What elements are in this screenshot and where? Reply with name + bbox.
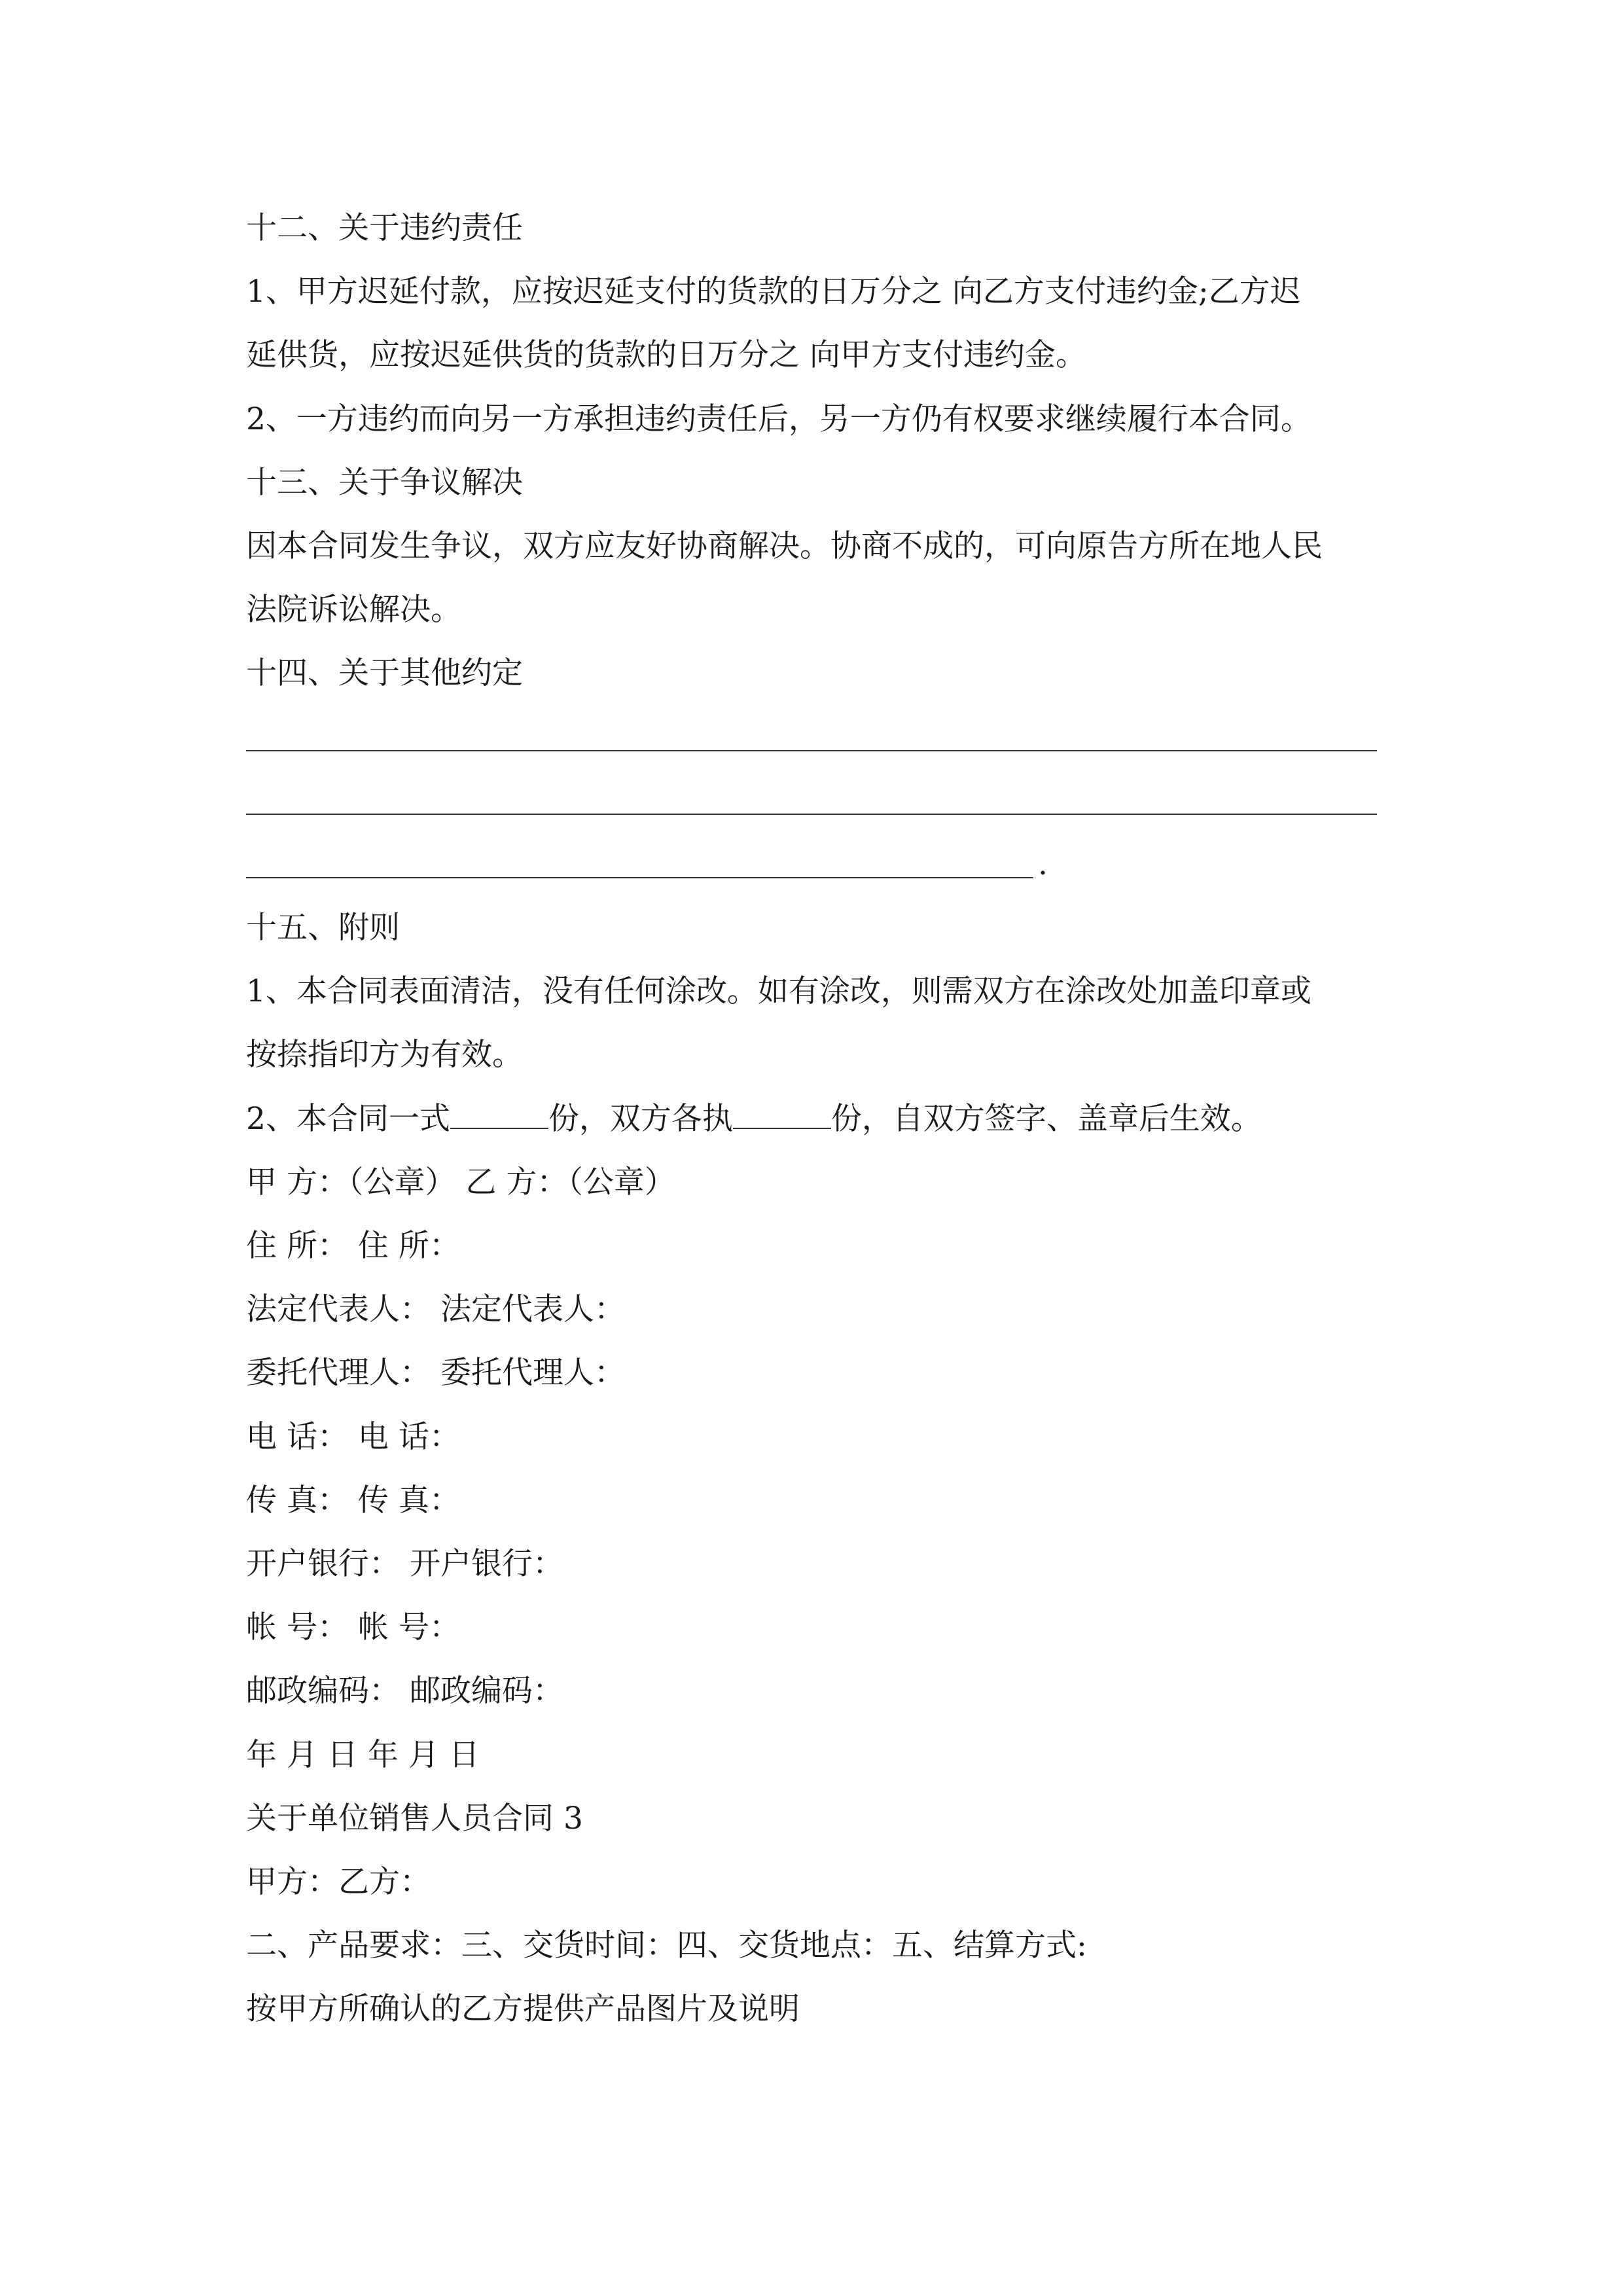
copies-text-3: 份，自双方签字、盖章后生效。 <box>830 1100 1262 1137</box>
contract-3-description: 按甲方所确认的乙方提供产品图片及说明 <box>246 1991 800 2028</box>
fill-in-rule <box>246 814 1377 815</box>
signature-address: 住 所： 住 所： <box>246 1228 460 1264</box>
contract-3-parties: 甲方：乙方： <box>246 1863 431 1900</box>
fill-in-rule <box>246 877 1033 878</box>
copies-text-2: 份，双方各执 <box>548 1100 733 1137</box>
signature-party: 甲 方：（公章） 乙 方：（公章） <box>246 1164 675 1200</box>
signature-account: 帐 号： 帐 号： <box>246 1609 460 1646</box>
document-page <box>246 196 1377 2041</box>
blank-line-1 <box>246 706 1377 769</box>
section-15-item-1-line-2: 按捺指印方为有效。 <box>246 1037 523 1073</box>
section-13-line-2: 法院诉讼解决。 <box>246 592 461 628</box>
signature-date: 年 月 日 年 月 日 <box>246 1736 480 1773</box>
section-13-line-1: 因本合同发生争议，双方应友好协商解决。协商不成的，可向原告方所在地人民 <box>246 528 1323 564</box>
blank-line-2 <box>246 769 1377 833</box>
section-15-heading: 十五、附则 <box>246 910 400 946</box>
section-13-heading: 十三、关于争议解决 <box>246 464 523 501</box>
fill-in-rule <box>246 750 1377 751</box>
copies-text-1: 2、本合同一式 <box>246 1100 450 1137</box>
signature-phone: 电 话： 电 话： <box>246 1418 460 1455</box>
section-12-item-1-line-1: 1、甲方迟延付款，应按迟延支付的货款的日万分之 向乙方支付违约金;乙方迟 <box>246 274 1301 310</box>
contract-3-terms: 二、产品要求：三、交货时间：四、交货地点：五、结算方式: <box>246 1928 1087 1964</box>
section-12-item-1-line-2: 延供货，应按迟延供货的货款的日万分之 向甲方支付违约金。 <box>246 337 1086 374</box>
section-14-heading: 十四、关于其他约定 <box>246 655 523 692</box>
blank-line-end-mark: . <box>1038 846 1048 882</box>
section-12-item-2: 2、一方违约而向另一方承担违约责任后，另一方仍有权要求继续履行本合同。 <box>246 401 1311 437</box>
section-12-heading: 十二、关于违约责任 <box>246 210 523 246</box>
section-15-item-2 <box>246 1087 1377 1151</box>
section-15-item-1-line-1: 1、本合同表面清洁，没有任何涂改。如有涂改，则需双方在涂改处加盖印章或 <box>246 973 1311 1010</box>
copies-total-blank <box>450 1102 548 1129</box>
signature-fax: 传 真： 传 真： <box>246 1482 460 1518</box>
signature-postcode: 邮政编码： 邮政编码： <box>246 1673 563 1710</box>
copies-each-blank <box>733 1102 831 1129</box>
blank-line-3 <box>246 833 1377 896</box>
signature-legal-rep: 法定代表人： 法定代表人： <box>246 1291 625 1328</box>
signature-agent: 委托代理人： 委托代理人： <box>246 1355 625 1391</box>
signature-bank: 开户银行： 开户银行： <box>246 1545 563 1582</box>
contract-3-title: 关于单位销售人员合同 3 <box>246 1800 583 1837</box>
